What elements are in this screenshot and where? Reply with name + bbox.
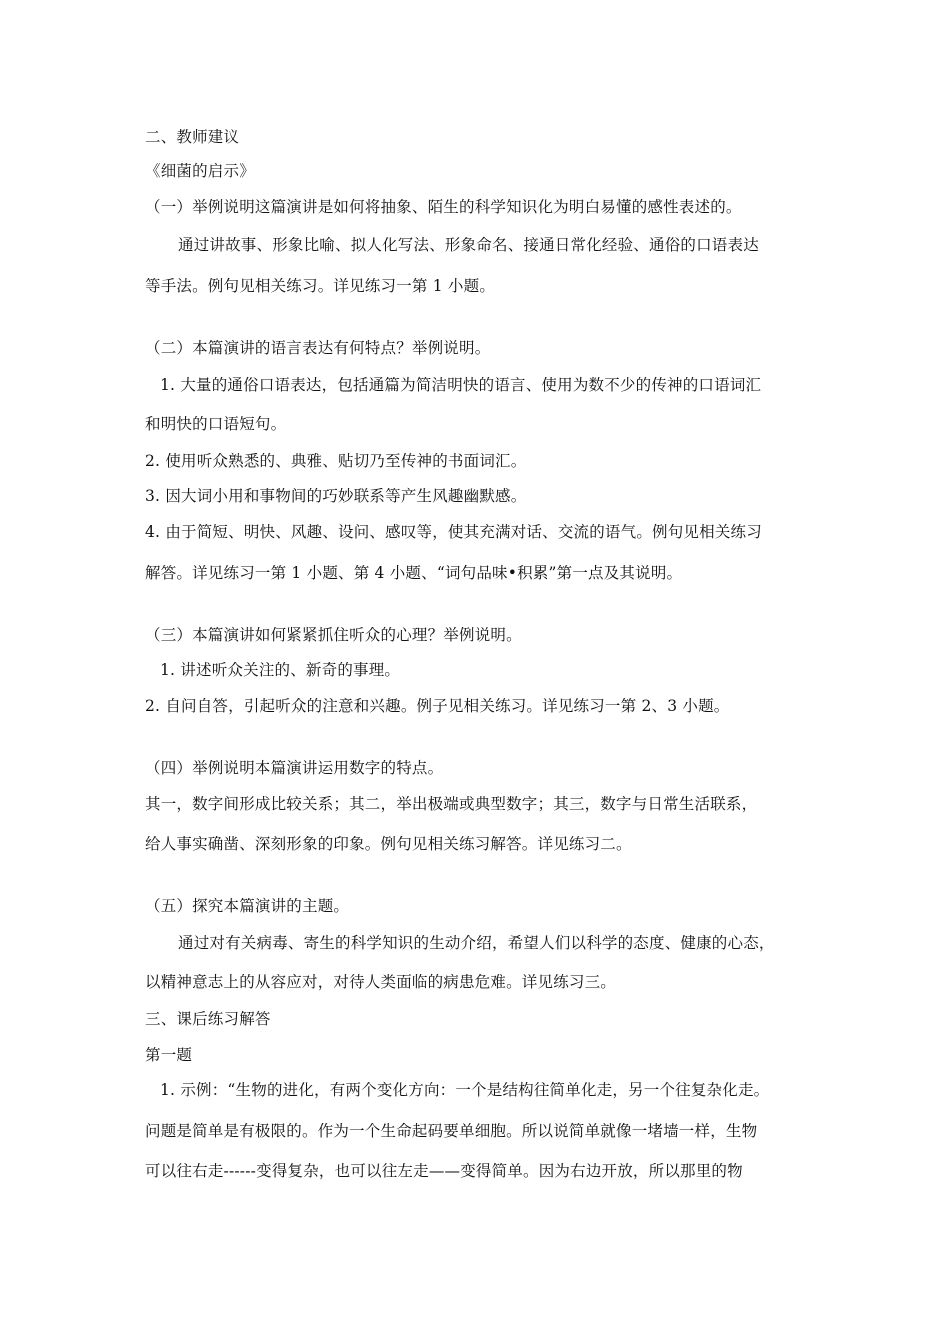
list-item: 1. 大量的通俗口语表达，包括通篇为简洁明快的语言、使用为数不少的传神的口语词汇 bbox=[160, 376, 762, 394]
question-4-heading: （四）举例说明本篇演讲运用数字的特点。 bbox=[145, 759, 444, 777]
paragraph-line: 解答。详见练习一第 1 小题、第 4 小题、“词句品味•积累”第一点及其说明。 bbox=[145, 564, 683, 582]
list-item: 2. 使用听众熟悉的、典雅、贴切乃至传神的书面词汇。 bbox=[145, 452, 527, 470]
exercise-1-heading: 第一题 bbox=[145, 1046, 193, 1064]
paragraph-line: 以精神意志上的从容应对，对待人类面临的病患危难。详见练习三。 bbox=[145, 973, 617, 991]
paragraph-line: 其一，数字间形成比较关系；其二，举出极端或典型数字；其三，数字与日常生活联系， bbox=[145, 795, 758, 813]
list-item: 2. 自问自答，引起听众的注意和兴趣。例子见相关练习。详见练习一第 2、3 小题。 bbox=[145, 697, 730, 715]
paragraph-line: 通过讲故事、形象比喻、拟人化写法、形象命名、接通日常化经验、通俗的口语表达 bbox=[178, 236, 759, 254]
section-heading-exercise-answers: 三、课后练习解答 bbox=[145, 1010, 271, 1028]
question-2-heading: （二）本篇演讲的语言表达有何特点？举例说明。 bbox=[145, 339, 491, 357]
paragraph-line: 通过对有关病毒、寄生的科学知识的生动介绍，希望人们以科学的态度、健康的心态， bbox=[178, 934, 775, 952]
paragraph-line: 和明快的口语短句。 bbox=[145, 415, 287, 433]
lesson-title: 《细菌的启示》 bbox=[145, 162, 255, 180]
question-3-heading: （三）本篇演讲如何紧紧抓住听众的心理？举例说明。 bbox=[145, 626, 522, 644]
paragraph-line: 等手法。例句见相关练习。详见练习一第 1 小题。 bbox=[145, 277, 496, 295]
list-item: 3. 因大词小用和事物间的巧妙联系等产生风趣幽默感。 bbox=[145, 487, 527, 505]
paragraph-line: 可以往右走------变得复杂，也可以往左走——变得简单。因为右边开放，所以那里的物 bbox=[145, 1162, 743, 1180]
paragraph-line: 给人事实确凿、深刻形象的印象。例句见相关练习解答。详见练习二。 bbox=[145, 835, 632, 853]
list-item: 1. 示例：“生物的进化，有两个变化方向：一个是结构往简单化走，另一个往复杂化走。 bbox=[160, 1081, 770, 1099]
section-heading-teacher-suggestions: 二、教师建议 bbox=[145, 128, 240, 146]
question-5-heading: （五）探究本篇演讲的主题。 bbox=[145, 897, 350, 915]
paragraph-line: 问题是简单是有极限的。作为一个生命起码要单细胞。所以说简单就像一堵墙一样，生物 bbox=[145, 1122, 758, 1140]
list-item: 4. 由于简短、明快、风趣、设问、感叹等，使其充满对话、交流的语气。例句见相关练习 bbox=[145, 523, 762, 541]
list-item: 1. 讲述听众关注的、新奇的事理。 bbox=[160, 661, 401, 679]
question-1-heading: （一）举例说明这篇演讲是如何将抽象、陌生的科学知识化为明白易懂的感性表述的。 bbox=[145, 198, 742, 216]
